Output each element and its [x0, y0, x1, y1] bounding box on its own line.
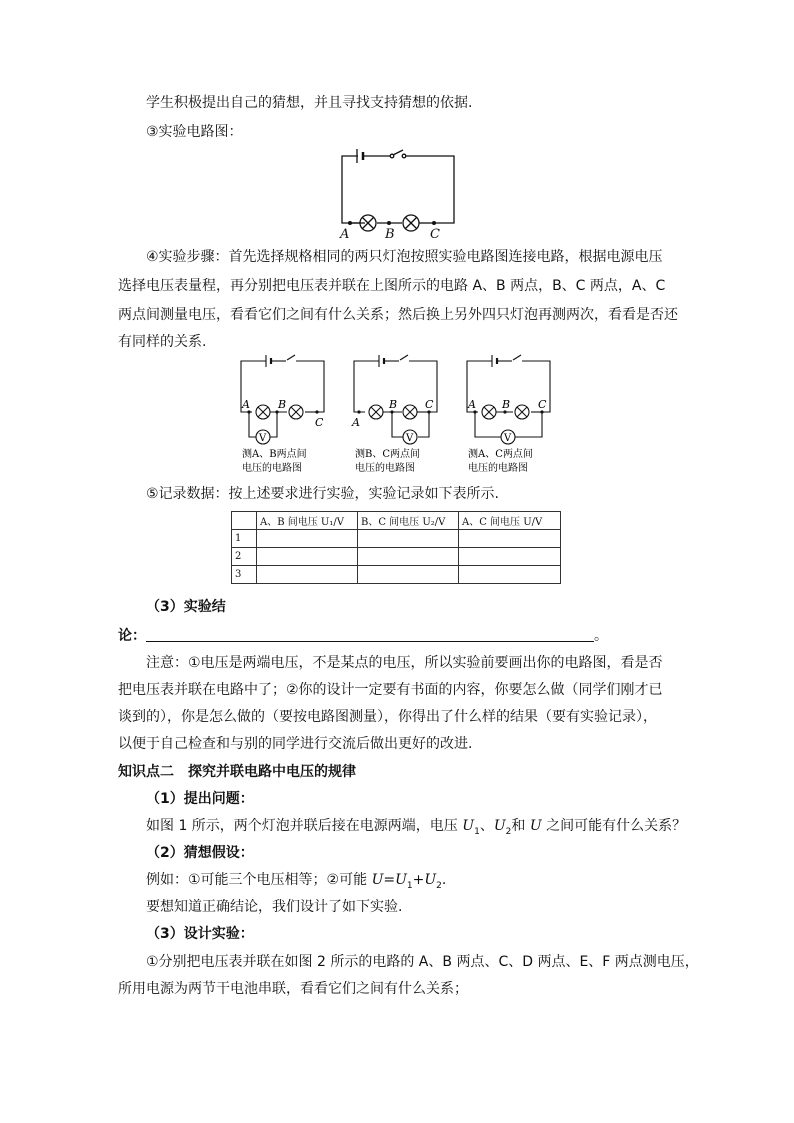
caption-line2: 电压的电路图 — [355, 463, 415, 474]
note-line1: 注意：①电压是两端电压，不是某点的电压，所以实验前要画出你的电路图，看是否 — [146, 655, 663, 671]
conclusion-line — [118, 626, 608, 646]
circuit-heading: ③实验电路图： — [146, 124, 243, 140]
point-label-c: C — [430, 227, 440, 240]
conjunction: 和 — [511, 818, 530, 834]
intro-line: 学生积极提出自己的猜想，并且寻找支持猜想的依据. — [146, 95, 473, 111]
point-label-c: C — [315, 416, 324, 429]
hypothesis-text: 例如：①可能三个电压相等；②可能 — [146, 872, 372, 888]
point-label-a: A — [242, 398, 250, 411]
transition-line: 要想知道正确结论，我们设计了如下实验. — [146, 899, 403, 915]
step5-line: ⑤记录数据：按上述要求进行实验，实验记录如下表所示. — [146, 486, 499, 502]
point-label-b: B — [389, 398, 398, 411]
table-cell: 2 — [232, 548, 257, 566]
voltmeter-label: V — [259, 433, 267, 444]
table-row — [232, 548, 561, 566]
subscript-2: 2 — [505, 826, 512, 837]
note-line2: 把电压表并联在电路中了；②你的设计一定要有书面的内容，你要怎么做（同学们刚才已 — [118, 682, 663, 698]
subscript-1: 1 — [474, 826, 480, 837]
separator: 、 — [479, 818, 494, 834]
note-line4: 以便于自己检查和与别的同学进行交流后做出更好的改进. — [118, 736, 473, 752]
record-table — [231, 511, 561, 584]
table-cell — [459, 530, 561, 548]
var-u1: U — [462, 818, 475, 834]
point-label-b: B — [385, 227, 395, 240]
main-circuit-diagram — [330, 145, 470, 240]
point-label-c: C — [425, 398, 434, 411]
table-cell — [257, 530, 358, 548]
question-heading: （1）提出问题： — [146, 791, 254, 807]
section-title: 知识点二 探究并联电路中电压的规律 — [118, 764, 356, 780]
point-label-b: B — [502, 398, 511, 411]
conclusion-heading: （3）实验结 — [146, 599, 226, 615]
caption-line1: 测A、C两点间 — [468, 449, 533, 460]
table-header-row — [232, 512, 561, 530]
table-cell — [257, 548, 358, 566]
table-cell — [358, 566, 459, 584]
period: . — [441, 872, 447, 888]
formula-part: +U — [412, 872, 437, 888]
voltmeter-label: V — [504, 433, 512, 444]
table-row — [232, 566, 561, 584]
var-u2: U — [493, 818, 506, 834]
point-label-a: A — [340, 227, 350, 240]
design-heading: （3）设计实验： — [146, 926, 254, 942]
table-cell: 3 — [232, 566, 257, 584]
question-line — [146, 816, 686, 842]
question-end: 之间可能有什么关系？ — [541, 818, 687, 834]
subscript-2: 2 — [436, 880, 442, 891]
point-label-c: C — [538, 398, 547, 411]
point-label-a: A — [352, 416, 360, 429]
step4-line2: 选择电压表量程，再分别把电压表并联在上图所示的电路 A、B 两点，B、C 两点，A、C — [118, 278, 666, 294]
caption-line1: 测B、C两点间 — [355, 449, 420, 460]
table-cell — [459, 566, 561, 584]
table-cell — [459, 548, 561, 566]
subscript-1: 1 — [406, 880, 413, 891]
step4-line1: ④实验步骤：首先选择规格相同的两只灯泡按照实验电路图连接电路，根据电源电压 — [146, 249, 663, 265]
point-label-a: A — [468, 398, 476, 411]
voltmeter-label: V — [406, 433, 414, 444]
caption-line1: 测A、B两点间 — [242, 449, 307, 460]
circuit-ab — [232, 350, 328, 478]
hypothesis-line — [146, 870, 446, 896]
question-text: 如图 1 所示，两个灯泡并联后接在电源两端，电压 — [146, 818, 463, 834]
table-cell — [257, 566, 358, 584]
caption-line2: 电压的电路图 — [468, 463, 528, 474]
design-line2: 所用电源为两节干电池串联，看看它们之间有什么关系； — [118, 981, 468, 997]
table-row — [232, 530, 561, 548]
table-header-cell: A、C 间电压 U/V — [459, 512, 561, 530]
conclusion-prefix: 论： — [118, 628, 146, 644]
table-cell — [358, 530, 459, 548]
table-cell — [358, 548, 459, 566]
table-header-cell: A、B 间电压 U₁/V — [257, 512, 358, 530]
step4-line3: 两点间测量电压，看看它们之间有什么关系；然后换上另外四只灯泡再测两次，看看是否还 — [118, 307, 678, 323]
table-cell: 1 — [232, 530, 257, 548]
design-line1: ①分别把电压表并联在如图 2 所示的电路的 A、B 两点、C、D 两点、E、F 两点测电压， — [146, 954, 699, 970]
point-label-b: B — [278, 398, 287, 411]
step4-line4: 有同样的关系. — [118, 334, 207, 350]
var-u: U — [529, 818, 542, 834]
formula-part: U=U — [371, 872, 407, 888]
caption-line2: 电压的电路图 — [242, 463, 302, 474]
note-line3: 谈到的），你是怎么做的（要按电路图测量），你得出了什么样的结果（要有实验记录）， — [118, 709, 657, 725]
conclusion-end: 。 — [594, 628, 608, 644]
hypothesis-heading: （2）猜想假设： — [146, 845, 254, 861]
table-header-cell: B、C 间电压 U₂/V — [358, 512, 459, 530]
circuit-bc — [345, 350, 441, 478]
circuit-ac — [458, 350, 554, 478]
answer-blank[interactable] — [146, 627, 594, 642]
table-header-cell — [232, 512, 257, 530]
